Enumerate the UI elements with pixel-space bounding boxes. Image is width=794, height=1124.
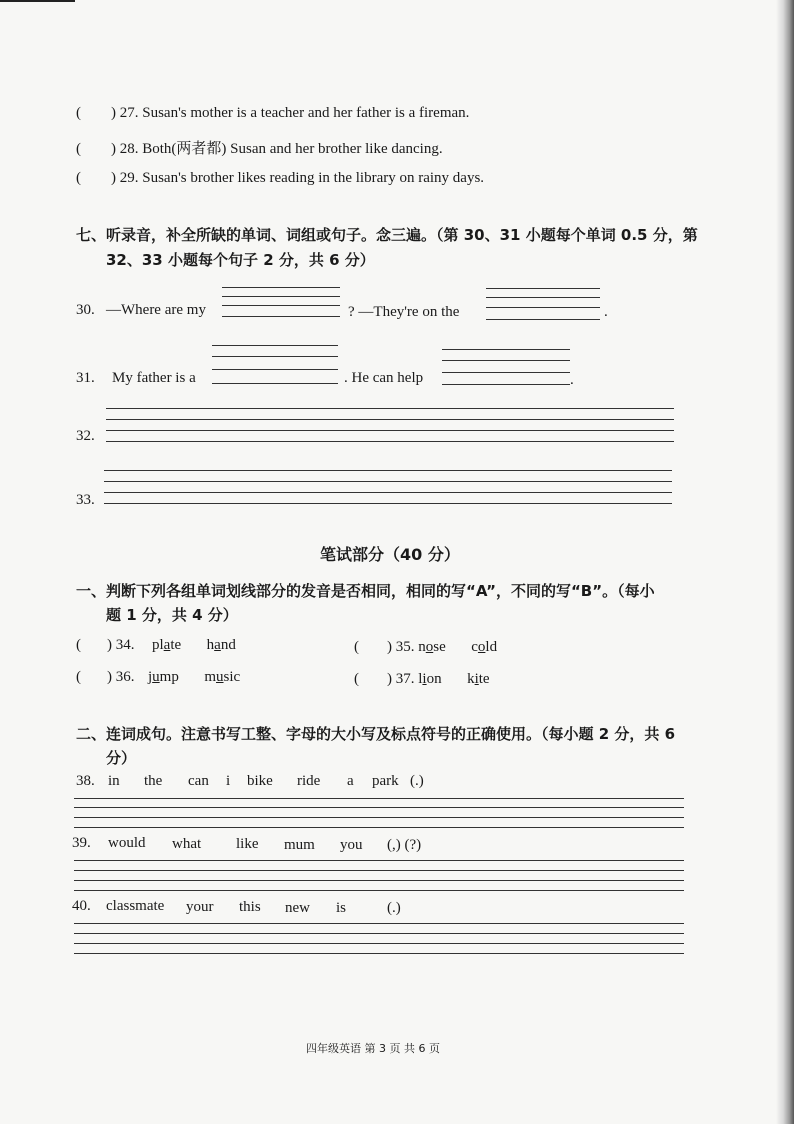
q38-word: can [188, 773, 209, 789]
q38-punct: (.) [410, 773, 424, 789]
phonics-item-37 [354, 671, 490, 688]
section-2-title-line2: 分） [106, 749, 137, 767]
q40-word: your [186, 899, 214, 915]
answer-paren-close: ) [111, 105, 116, 121]
question-number: 29. [119, 170, 139, 186]
q30-end: . [604, 304, 608, 320]
phonics-item-36 [76, 669, 240, 686]
q31-text-part1: My father is a [112, 370, 196, 386]
q39-word: like [236, 836, 259, 852]
written-section-header: 笔试部分（40 分） [320, 545, 460, 564]
q30-text-part1: —Where are my [106, 302, 206, 318]
question-text: Susan's mother is a teacher and her father is a fireman. [142, 105, 470, 121]
q39-word: would [108, 835, 146, 851]
word-2: hand [206, 637, 236, 653]
answer-paren-open[interactable]: ( [354, 671, 359, 687]
answer-paren-open[interactable]: ( [76, 105, 81, 121]
q33-number: 33. [76, 492, 95, 508]
question-number: 36. [115, 669, 135, 685]
q32-number: 32. [76, 428, 95, 444]
word-1: jump [148, 669, 179, 685]
q31-number: 31. [76, 370, 95, 386]
q31-end: . [570, 372, 574, 388]
q40-punct: (.) [387, 900, 401, 916]
q39-number: 39. [72, 835, 91, 851]
word-2: kite [467, 671, 490, 687]
q39-word: what [172, 836, 202, 852]
q40-word: new [285, 900, 310, 916]
word-1: lion [418, 671, 442, 687]
word-2: music [204, 669, 241, 685]
answer-paren-open[interactable]: ( [354, 639, 359, 655]
q38-number: 38. [76, 773, 95, 789]
q40-word: this [239, 899, 261, 915]
answer-paren-close: ) [387, 639, 392, 655]
section-7-title-line2: 32、33 小题每个句子 2 分，共 6 分） [106, 251, 375, 269]
phonics-item-35 [354, 639, 497, 656]
q38-word: ride [297, 773, 321, 789]
question-number: 37. [395, 671, 415, 687]
question-number: 34. [115, 637, 135, 653]
q38-word: park [372, 773, 399, 789]
question-text: Both(两者都) Susan and her brother like dancing. [142, 141, 443, 157]
scan-edge-shadow [776, 0, 794, 1124]
question-number: 27. [119, 105, 139, 121]
q40-word: is [336, 900, 347, 916]
answer-paren-close: ) [111, 170, 116, 186]
judgment-item-27 [76, 105, 469, 122]
page-footer: 四年级英语 第 3 页 共 6 页 [306, 1042, 440, 1055]
answer-paren-close: ) [111, 141, 116, 157]
q40-word: classmate [106, 898, 165, 914]
q38-word: in [108, 773, 120, 789]
answer-paren-open[interactable]: ( [76, 141, 81, 157]
answer-paren-close: ) [107, 669, 112, 685]
q38-word: i [226, 773, 231, 789]
phonics-item-34 [76, 637, 236, 654]
answer-paren-close: ) [387, 671, 392, 687]
answer-paren-open[interactable]: ( [76, 170, 81, 186]
q39-word: you [340, 837, 363, 853]
question-text: Susan's brother likes reading in the library on rainy days. [142, 170, 485, 186]
q39-punct: (,) (?) [387, 837, 422, 853]
q38-word: a [347, 773, 354, 789]
section-2-title-line1: 二、连词成句。注意书写工整、字母的大小写及标点符号的正确使用。（每小题 2 分，共 6 [76, 725, 676, 743]
scan-corner-mark [0, 0, 75, 8]
q30-text-part2: ? —They're on the [348, 304, 460, 320]
q30-number: 30. [76, 302, 95, 318]
word-2: cold [471, 639, 498, 655]
answer-paren-open[interactable]: ( [76, 669, 81, 685]
q40-number: 40. [72, 898, 91, 914]
word-1: plate [152, 637, 182, 653]
section-1-title-line1: 一、判断下列各组单词划线部分的发音是否相同，相同的写“A”，不同的写“B”。（每小 [76, 582, 655, 600]
word-1: nose [418, 639, 446, 655]
section-7-title-line1: 七、听录音，补全所缺的单词、词组或句子。念三遍。（第 30、31 小题每个单词 0.5 分，第 [76, 226, 698, 244]
question-number: 35. [395, 639, 415, 655]
q38-word: the [144, 773, 163, 789]
q31-text-part2: . He can help [344, 370, 424, 386]
question-number: 28. [119, 141, 139, 157]
answer-paren-open[interactable]: ( [76, 637, 81, 653]
section-1-title-line2: 题 1 分，共 4 分） [106, 606, 238, 624]
judgment-item-29 [76, 170, 484, 187]
answer-paren-close: ) [107, 637, 112, 653]
q38-word: bike [247, 773, 273, 789]
judgment-item-28 [76, 137, 443, 158]
q39-word: mum [284, 837, 315, 853]
